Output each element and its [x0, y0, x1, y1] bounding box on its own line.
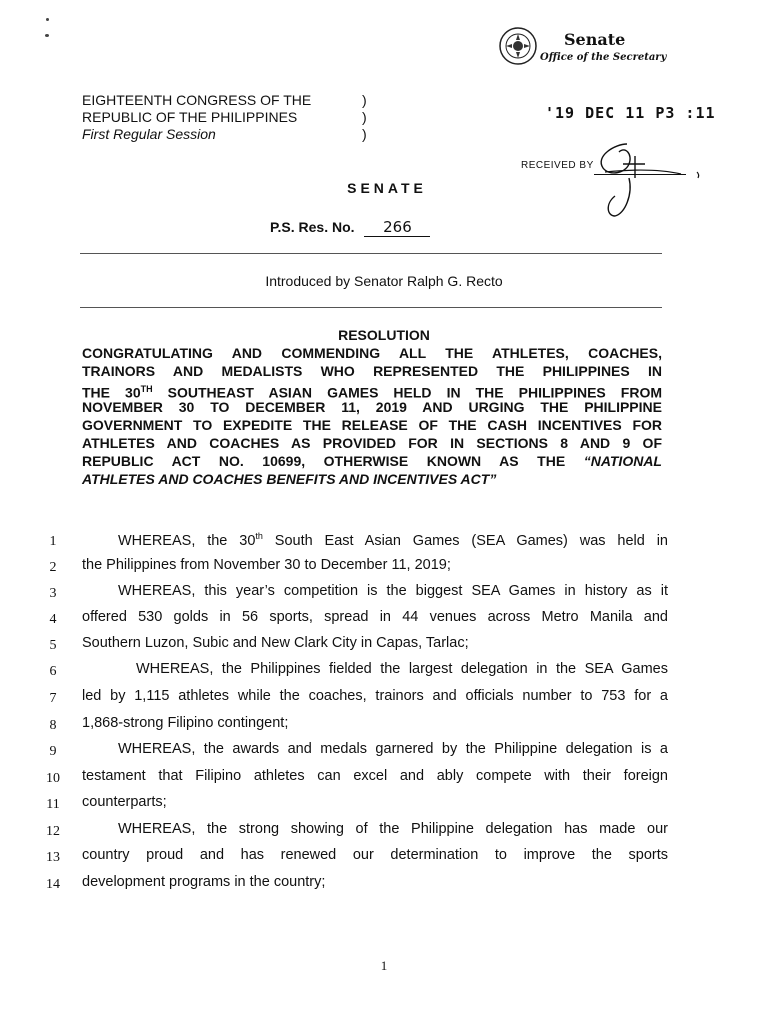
- title-superscript: TH: [140, 384, 153, 394]
- scan-speck: [45, 34, 49, 37]
- body-line: WHEREAS, this year’s competition is the biggest SEA Games in history as it: [118, 583, 668, 599]
- title-line: [82, 380, 662, 401]
- body-line-part: South East Asian Games (SEA Games) was held in: [262, 532, 669, 549]
- line-number: 12: [46, 824, 60, 839]
- header-parens: [362, 92, 367, 143]
- body-line: development programs in the country;: [82, 874, 326, 890]
- divider-top: [80, 253, 662, 254]
- resolution-number-label: P.S. Res. No.: [270, 219, 355, 235]
- line-number: 14: [46, 877, 60, 892]
- senate-title: SENATE: [347, 180, 427, 196]
- congress-line-1: EIGHTEENTH CONGRESS OF THE: [82, 92, 312, 108]
- resolution-number-value: 266: [364, 218, 430, 237]
- line-number: 10: [46, 771, 60, 786]
- stamp-senate: Senate: [564, 30, 626, 49]
- line-number: 9: [49, 744, 57, 759]
- resolution-heading: RESOLUTION: [338, 327, 430, 343]
- stamp-received-time: '19 DEC 11 P3 :11: [545, 104, 716, 122]
- stamp-office: Office of the Secretary: [540, 52, 667, 63]
- title-act-name: “NATIONAL: [583, 453, 662, 469]
- page-number: 1: [380, 958, 388, 973]
- body-line: WHEREAS, the Philippines fielded the largest delegation in the SEA Games: [136, 661, 668, 677]
- paren-1: ): [362, 92, 367, 108]
- line-number: 7: [49, 691, 57, 706]
- congress-line-2: REPUBLIC OF THE PHILIPPINES: [82, 109, 298, 125]
- body-line: testament that Filipino athletes can excel and ably compete with their foreign: [82, 768, 668, 784]
- title-line: CONGRATULATING AND COMMENDING ALL THE ATHLETES, COACHES,: [82, 345, 662, 361]
- resolution-number: [270, 218, 430, 237]
- body-line: counterparts;: [82, 794, 167, 810]
- line-number: 5: [49, 638, 57, 653]
- scan-speck: [46, 18, 49, 21]
- paren-3: ): [362, 126, 367, 142]
- stamp-received-by: RECEIVED BY: [521, 160, 594, 171]
- body-line: 1,868-strong Filipino contingent;: [82, 715, 289, 731]
- body-line: offered 530 golds in 56 sports, spread in 44 venues across Metro Manila and: [82, 609, 668, 625]
- body-line: led by 1,115 athletes while the coaches, trainors and officials number to 753 for a: [82, 688, 668, 704]
- title-line: ATHLETES AND COACHES AS PROVIDED FOR IN SECTIONS 8 AND 9 OF: [82, 435, 662, 451]
- handwritten-signature: [585, 134, 705, 224]
- body-line: Southern Luzon, Subic and New Clark City in Capas, Tarlac;: [82, 635, 469, 651]
- title-line-part: SOUTHEAST ASIAN GAMES HELD IN THE PHILIPPINES FROM: [152, 384, 662, 401]
- line-number: 6: [49, 664, 57, 679]
- title-line: ATHLETES AND COACHES BENEFITS AND INCENTIVES ACT”: [82, 471, 497, 487]
- resolution-title: [82, 344, 662, 488]
- body-superscript: th: [255, 531, 263, 541]
- body-line: WHEREAS, the strong showing of the Philippine delegation has made our: [118, 821, 668, 837]
- line-number: 11: [46, 797, 60, 812]
- title-line: NOVEMBER 30 TO DECEMBER 11, 2019 AND URGING THE PHILIPPINE: [82, 399, 662, 415]
- title-line: GOVERNMENT TO EXPEDITE THE RELEASE OF THE CASH INCENTIVES FOR: [82, 417, 662, 433]
- body-line: the Philippines from November 30 to December 11, 2019;: [82, 557, 451, 573]
- senate-seal-icon: [498, 26, 538, 66]
- line-number: 3: [49, 586, 57, 601]
- divider-bottom: [80, 307, 662, 308]
- line-number: 4: [49, 612, 57, 627]
- title-line: TRAINORS AND MEDALISTS WHO REPRESENTED THE PHILIPPINES IN: [82, 363, 662, 379]
- line-number: 2: [49, 560, 57, 575]
- introduced-by: Introduced by Senator Ralph G. Recto: [265, 273, 503, 289]
- title-line-part: REPUBLIC ACT NO. 10699, OTHERWISE KNOWN AS THE: [82, 453, 584, 469]
- congress-header: [82, 92, 311, 143]
- line-number: 8: [49, 718, 57, 733]
- body-line: country proud and has renewed our determination to improve the sports: [82, 847, 668, 863]
- body-line: WHEREAS, the awards and medals garnered by the Philippine delegation is a: [118, 741, 668, 757]
- session-label: First Regular Session: [82, 126, 216, 142]
- body-line: [118, 531, 668, 549]
- line-number: 13: [46, 850, 60, 865]
- line-number: 1: [49, 534, 57, 549]
- paren-2: ): [362, 109, 367, 125]
- title-line-part: THE 30: [82, 384, 141, 401]
- title-line: [82, 452, 662, 470]
- body-line-part: WHEREAS, the 30: [118, 532, 256, 549]
